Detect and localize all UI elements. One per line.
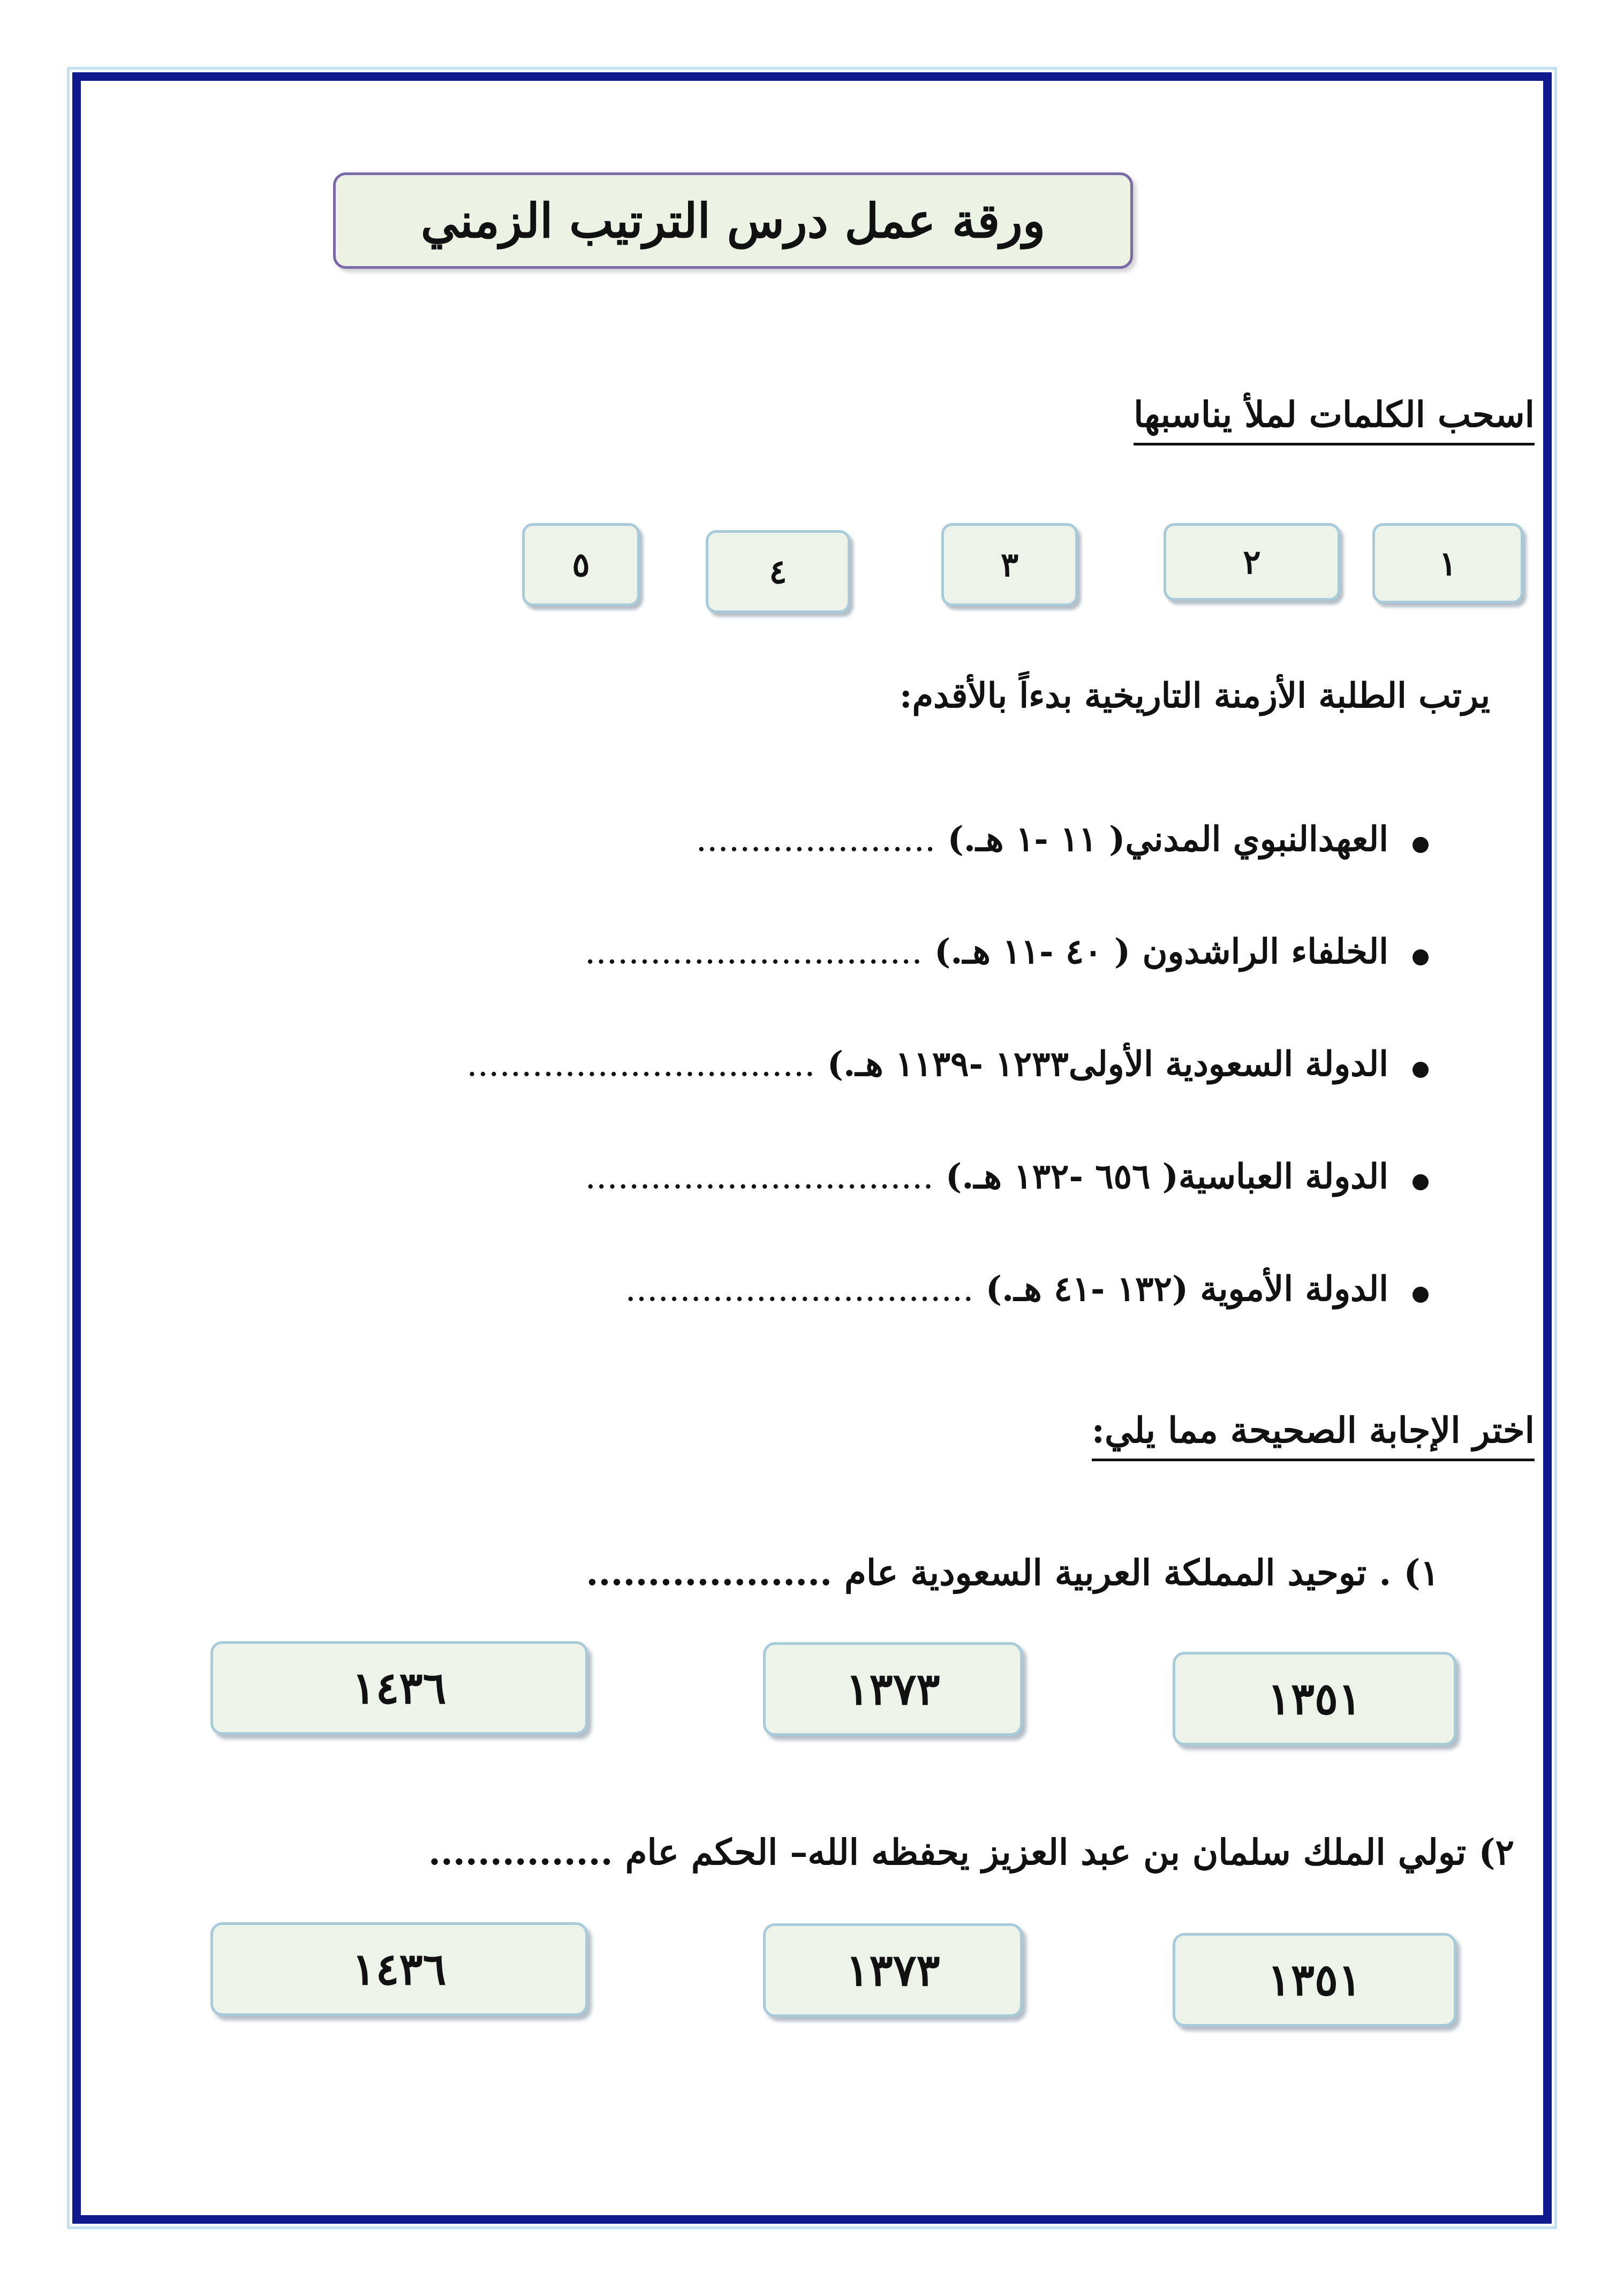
answer-blank[interactable]: ......................: [696, 820, 936, 859]
timeline-item: [585, 932, 1388, 972]
bullet-icon: [1412, 1287, 1429, 1303]
choose-answer-heading: اختر الإجابة الصحيحة مما يلي:: [1092, 1409, 1535, 1461]
bullet-icon: [1412, 837, 1429, 853]
answer-blank[interactable]: ...............................: [585, 932, 923, 972]
answer-option[interactable]: ١٣٧٣: [763, 1642, 1023, 1736]
answer-option[interactable]: ١٣٥١: [1173, 1652, 1456, 1746]
worksheet-title: ورقة عمل درس الترتيب الزمني: [420, 193, 1046, 248]
bullet-icon: [1412, 1174, 1429, 1190]
question-number: ٢): [1478, 1831, 1514, 1873]
question-2: [428, 1831, 1514, 1873]
timeline-item: [466, 1044, 1388, 1084]
drag-chip-3[interactable]: ٣: [941, 523, 1078, 606]
answer-option[interactable]: ١٤٣٦: [210, 1641, 588, 1735]
timeline-item-text: الدولة الأموية (١٣٢ -٤١ هـ.): [985, 1269, 1388, 1309]
timeline-item: [585, 1157, 1388, 1197]
drag-chip-5[interactable]: ٥: [522, 523, 640, 606]
answer-blank[interactable]: ................................: [625, 1270, 974, 1309]
drag-chip-1[interactable]: ١: [1372, 523, 1523, 603]
ordering-instruction: يرتب الطلبة الأزمنة التاريخية بدءاً بالأقدم:: [899, 676, 1490, 716]
answer-option[interactable]: ١٣٥١: [1173, 1933, 1456, 2027]
timeline-item: [696, 819, 1388, 859]
drag-words-heading: اسحب الكلمات لملأ يناسبها: [1134, 394, 1535, 445]
timeline-item-text: الدولة السعودية الأولى١٢٣٣ -١١٣٩ هـ.): [827, 1044, 1388, 1084]
question-text: . توحيد المملكة العربية السعودية عام ....................: [586, 1552, 1392, 1593]
answer-blank[interactable]: ................................: [585, 1157, 934, 1197]
timeline-item-text: العهدالنبوي المدني( ١١ -١ هـ.): [947, 819, 1388, 859]
timeline-item-text: الدولة العباسية( ٦٥٦ -١٣٢ هـ.): [945, 1157, 1388, 1197]
bullet-icon: [1412, 949, 1429, 965]
drag-chip-2[interactable]: ٢: [1164, 523, 1340, 601]
drag-chip-4[interactable]: ٤: [706, 530, 850, 613]
worksheet-title-box: [333, 172, 1133, 269]
answer-blank[interactable]: ................................: [466, 1045, 815, 1084]
question-number: ١): [1403, 1552, 1439, 1593]
question-text: تولي الملك سلمان بن عبد العزيز يحفظه الله– الحكم عام ...............: [428, 1831, 1467, 1873]
timeline-item-text: الخلفاء الراشدون ( ٤٠ -١١ هـ.): [934, 932, 1388, 972]
answer-option[interactable]: ١٤٣٦: [210, 1922, 588, 2016]
question-1: [586, 1552, 1439, 1593]
answer-option[interactable]: ١٣٧٣: [763, 1923, 1023, 2017]
bullet-icon: [1412, 1062, 1429, 1078]
timeline-item: [625, 1269, 1388, 1309]
